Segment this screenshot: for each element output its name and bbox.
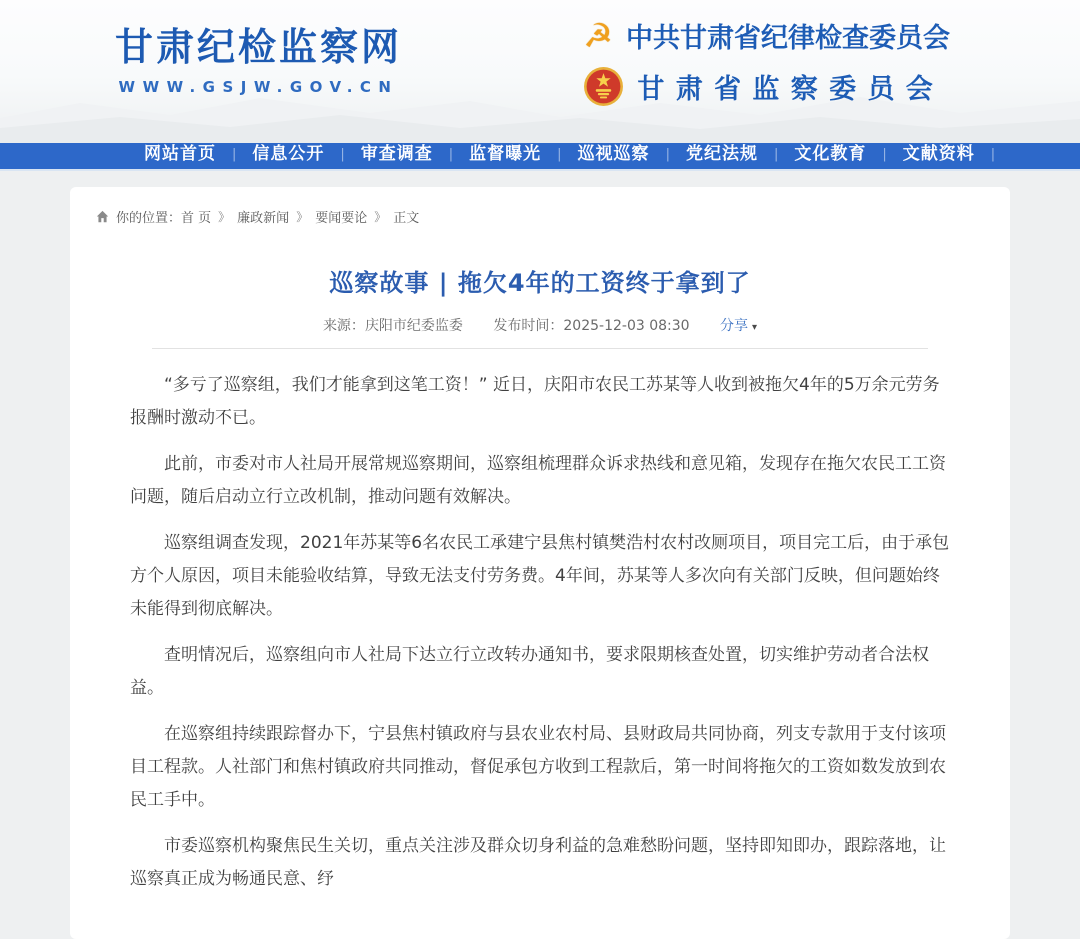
nav-item-label: 党纪法规 <box>685 144 758 164</box>
nav-separator: | <box>882 146 887 162</box>
breadcrumb-item-label: 正文 <box>393 211 420 226</box>
org-name-discipline-commission: 中共甘肃省纪律检查委员会 <box>626 23 950 54</box>
publish-time-value: 2025-12-03 08:30 <box>563 318 690 334</box>
home-icon <box>96 210 109 223</box>
article-meta <box>70 315 1010 335</box>
article-body <box>130 369 950 896</box>
article-publish-time <box>493 318 689 334</box>
breadcrumb-item[interactable] <box>393 207 433 226</box>
nav-separator: | <box>990 146 996 162</box>
source-value: 庆阳市纪委监委 <box>364 318 463 334</box>
nav-separator: | <box>557 146 562 162</box>
nav-item-label: 信息公开 <box>252 144 325 164</box>
nav-item-label: 巡视巡察 <box>577 144 650 164</box>
nav-item-label: 文化教育 <box>794 144 867 164</box>
breadcrumb-item[interactable] <box>315 207 393 226</box>
share-label: 分享 <box>720 318 749 334</box>
article-card <box>70 187 1010 939</box>
nav-item-label: 审查调查 <box>360 144 433 164</box>
share-caret-icon: ▾ <box>752 322 758 333</box>
site-logo[interactable] <box>115 27 402 96</box>
breadcrumb-separator: 》 <box>296 210 309 224</box>
org-row-discipline <box>583 16 950 55</box>
breadcrumb <box>70 187 1010 226</box>
site-header <box>0 0 1080 137</box>
site-logo-title: 甘肃纪检监察网 <box>115 25 403 70</box>
article-paragraph: 巡察组调查发现，2021年苏某等6名农民工承建宁县焦村镇樊浩村农村改厕项目，项目完工后，由于承包方个人原因，项目未能验收结算，导致无法支付劳务费。4年间，苏某等人多次向有关部门反映，但问题始终未能得到彻底解决。 <box>130 533 950 619</box>
meta-divider <box>152 348 928 349</box>
article-paragraph: 在巡察组持续跟踪督办下，宁县焦村镇政府与县农业农村局、县财政局共同协商，列支专款用于支付该项目工程款。人社部门和焦村镇政府共同推动，督促承包方收到工程款后，第一时间将拖欠的工资如数发放到农民工手中。 <box>130 724 946 810</box>
nav-item-label: 文献资料 <box>902 144 975 164</box>
article-paragraph: “多亏了巡察组，我们才能拿到这笔工资！” 近日，庆阳市农民工苏某等人收到被拖欠4年的5万余元劳务报酬时激动不已。 <box>130 375 940 428</box>
article-title: 巡察故事 | 拖欠4年的工资终于拿到了 <box>329 269 751 297</box>
breadcrumb-label: 你的位置： <box>116 211 182 226</box>
nav-item-label: 监督曝光 <box>469 144 542 164</box>
source-label: 来源： <box>322 318 365 334</box>
party-emblem-icon: ☭ <box>583 16 613 55</box>
site-logo-url: WWW.GSJW.GOV.CN <box>118 77 399 96</box>
article-source <box>323 318 463 334</box>
org-row-supervision <box>583 66 950 107</box>
nav-separator: | <box>448 146 454 162</box>
nav-separator: | <box>340 146 345 162</box>
nav-item-label: 网站首页 <box>144 144 216 164</box>
breadcrumb-item[interactable] <box>181 207 237 226</box>
article-paragraph: 此前，市委对市人社局开展常规巡察期间，巡察组梳理群众诉求热线和意见箱，发现存在拖欠农民工工资问题，随后启动立行立改机制，推动问题有效解决。 <box>130 454 946 507</box>
breadcrumb-item-label: 要闻要论 <box>315 211 368 226</box>
org-name-supervision-commission: 甘肃省监察委员会 <box>637 74 945 105</box>
nav-separator: | <box>232 146 237 162</box>
article-paragraph: 查明情况后，巡察组向市人社局下达立行立改转办通知书，要求限期核查处置，切实维护劳动者合法权益。 <box>130 645 929 698</box>
publish-time-label: 发布时间： <box>493 318 564 334</box>
nav-separator: | <box>773 146 779 162</box>
breadcrumb-trail <box>181 207 433 226</box>
breadcrumb-item-label: 首 页 <box>181 211 212 226</box>
share-button[interactable] <box>720 318 757 334</box>
org-names-block <box>583 16 950 107</box>
breadcrumb-item-label: 廉政新闻 <box>237 211 290 226</box>
breadcrumb-item[interactable] <box>237 207 315 226</box>
national-emblem-icon <box>583 66 624 107</box>
article-paragraph: 市委巡察机构聚焦民生关切，重点关注涉及群众切身利益的急难愁盼问题，坚持即知即办，跟踪落地，让巡察真正成为畅通民意、纾 <box>130 836 946 889</box>
nav-separator: | <box>665 146 670 162</box>
breadcrumb-separator: 》 <box>374 210 387 224</box>
breadcrumb-separator: 》 <box>218 210 231 224</box>
